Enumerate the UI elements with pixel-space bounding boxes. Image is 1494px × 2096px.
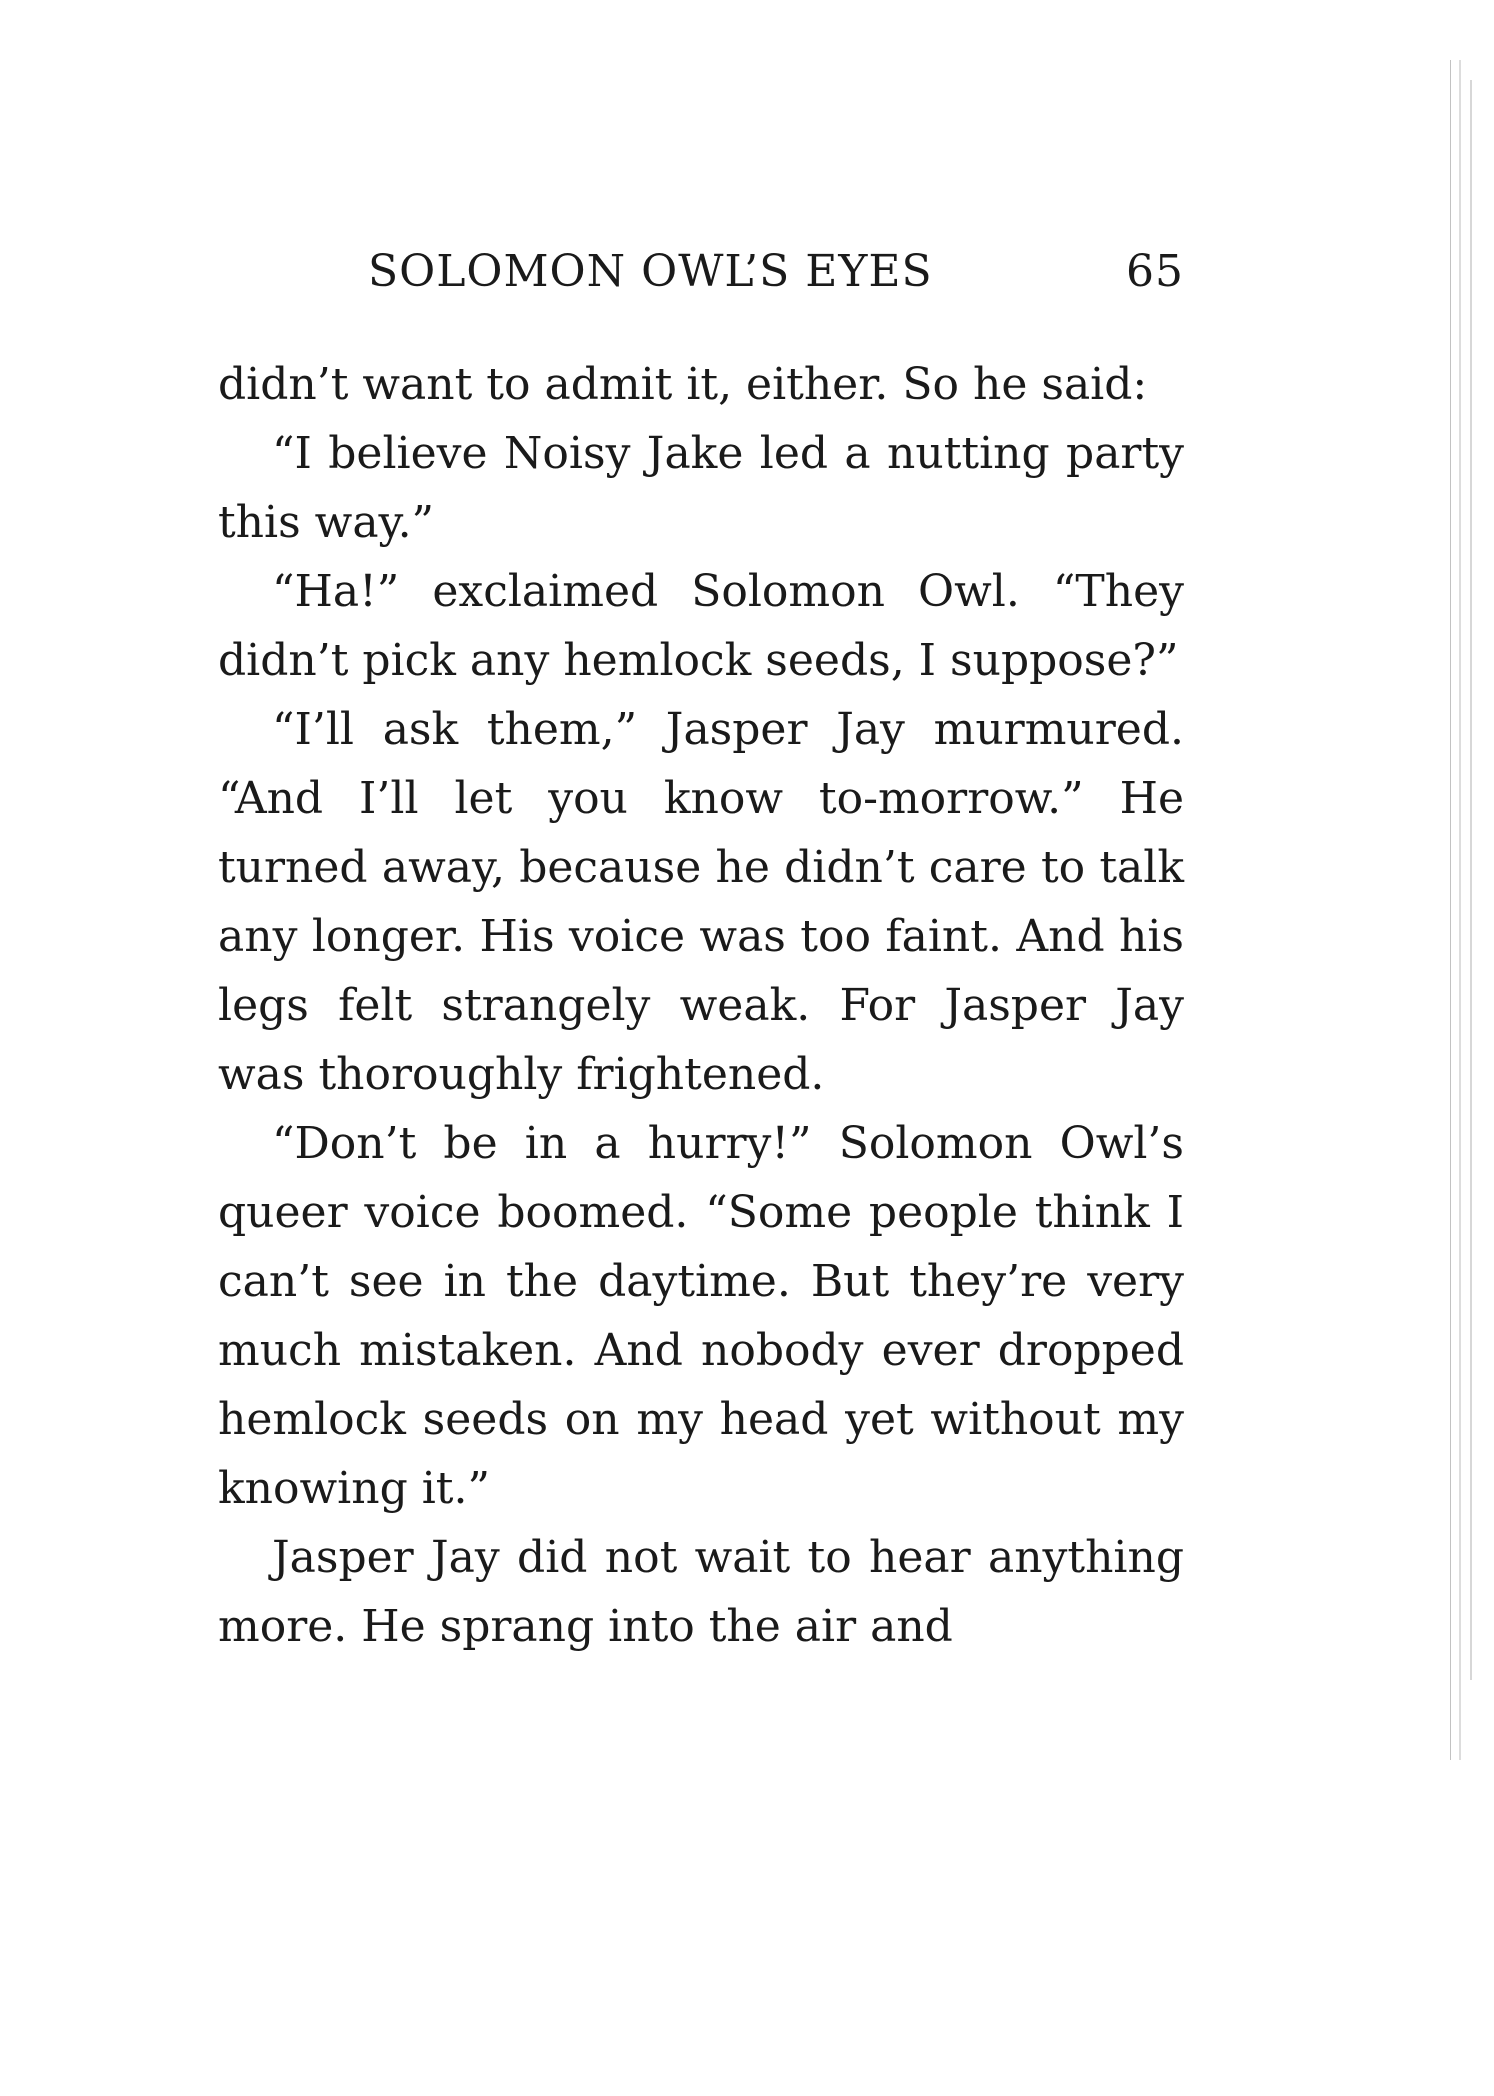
paragraph-4: “I’ll ask them,” Jasper Jay murmured. “And I’ll let you know to-morrow.” He turned away, because he didn’t care to talk any longer. His voice was too faint. And his legs felt strangely weak. For Jasper Jay was thoroughly frightened. <box>218 704 1184 1100</box>
page-edge-line <box>1470 80 1472 1680</box>
page-edge-shadow <box>1450 60 1461 1760</box>
paragraph-2: “I believe Noisy Jake led a nutting party this way.” <box>218 428 1184 548</box>
body-text <box>218 350 1184 1661</box>
running-head <box>368 246 1184 306</box>
running-head-title: SOLOMON OWL’S EYES <box>368 246 933 297</box>
page-number: 65 <box>1126 246 1184 297</box>
paragraph-5: “Don’t be in a hurry!” Solomon Owl’s queer voice boomed. “Some people think I can’t see in the daytime. But they’re very much mistaken. And nobody ever dropped hemlock seeds on my head yet without my knowing it.” <box>218 1118 1184 1514</box>
paragraph-6: Jasper Jay did not wait to hear anything more. He sprang into the air and <box>218 1532 1184 1652</box>
paragraph-1: didn’t want to admit it, either. So he said: <box>218 359 1148 410</box>
paragraph-3: “Ha!” exclaimed Solomon Owl. “They didn’t pick any hemlock seeds, I suppose?” <box>218 566 1184 686</box>
